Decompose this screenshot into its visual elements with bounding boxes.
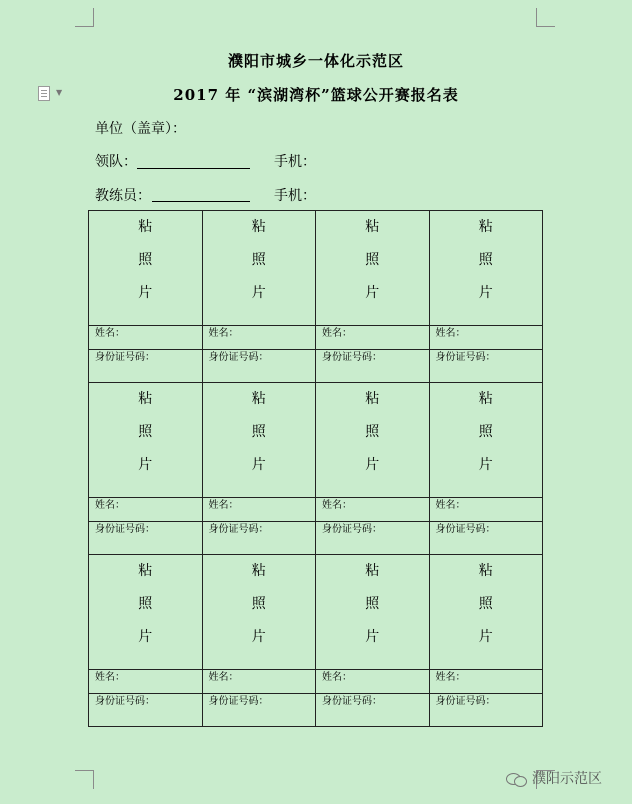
leader-underline — [137, 168, 250, 169]
watermark-text: 濮阳示范区 — [532, 771, 602, 787]
photo-char: 片 — [251, 457, 266, 473]
photo-char: 照 — [251, 424, 266, 440]
photo-char: 粘 — [365, 563, 380, 579]
photo-cell — [89, 555, 203, 670]
photo-char: 片 — [138, 629, 153, 645]
photo-char: 照 — [478, 252, 493, 268]
photo-cell — [316, 383, 430, 498]
id-row — [89, 350, 543, 383]
name-label: 姓名： — [202, 670, 316, 694]
name-row — [89, 498, 543, 522]
photo-char: 粘 — [251, 219, 266, 235]
wechat-icon — [506, 771, 528, 787]
photo-char: 照 — [365, 596, 380, 612]
photo-char: 片 — [478, 285, 493, 301]
photo-char: 片 — [478, 457, 493, 473]
id-number-label: 身份证号码： — [202, 522, 316, 555]
photo-cell — [202, 383, 316, 498]
crop-mark-top-left — [75, 8, 94, 27]
id-number-label: 身份证号码： — [89, 522, 203, 555]
photo-char: 粘 — [365, 219, 380, 235]
photo-char: 片 — [138, 285, 153, 301]
id-number-label: 身份证号码： — [429, 694, 543, 727]
photo-char: 照 — [478, 424, 493, 440]
caret-down-icon[interactable]: ▼ — [56, 88, 63, 97]
photo-char: 照 — [138, 424, 153, 440]
name-label: 姓名： — [202, 326, 316, 350]
photo-char: 粘 — [478, 563, 493, 579]
id-number-label: 身份证号码： — [202, 694, 316, 727]
name-label: 姓名： — [316, 326, 430, 350]
photo-row — [89, 555, 543, 670]
name-label: 姓名： — [89, 326, 203, 350]
photo-char: 粘 — [478, 219, 493, 235]
photo-cell — [429, 211, 543, 326]
id-number-label: 身份证号码： — [89, 694, 203, 727]
id-row — [89, 522, 543, 555]
photo-char: 粘 — [138, 219, 153, 235]
photo-char: 粘 — [138, 563, 153, 579]
name-label: 姓名： — [89, 498, 203, 522]
document-title-line2: 2017 年 “滨湖湾杯”篮球公开赛报名表 — [173, 86, 459, 104]
name-label: 姓名： — [429, 670, 543, 694]
name-label: 姓名： — [316, 670, 430, 694]
photo-char: 照 — [251, 252, 266, 268]
photo-char: 片 — [251, 629, 266, 645]
crop-mark-top-right — [536, 8, 555, 27]
name-row — [89, 326, 543, 350]
document-title-line1: 濮阳市城乡一体化示范区 — [227, 52, 404, 70]
id-number-label: 身份证号码： — [316, 350, 430, 383]
name-label: 姓名： — [202, 498, 316, 522]
photo-char: 片 — [365, 285, 380, 301]
photo-char: 粘 — [138, 391, 153, 407]
unit-label: 单位（盖章）： — [95, 121, 186, 137]
name-label: 姓名： — [89, 670, 203, 694]
id-number-label: 身份证号码： — [429, 522, 543, 555]
leader-label: 领队： — [95, 154, 137, 170]
photo-char: 粘 — [251, 563, 266, 579]
photo-row — [89, 383, 543, 498]
id-number-label: 身份证号码： — [316, 522, 430, 555]
photo-cell — [316, 555, 430, 670]
photo-char: 照 — [365, 252, 380, 268]
photo-char: 照 — [251, 596, 266, 612]
name-row — [89, 670, 543, 694]
name-label: 姓名： — [429, 326, 543, 350]
id-number-label: 身份证号码： — [429, 350, 543, 383]
id-number-label: 身份证号码： — [89, 350, 203, 383]
photo-cell — [202, 555, 316, 670]
photo-char: 照 — [138, 252, 153, 268]
leader-phone-label: 手机： — [274, 154, 316, 170]
registration-grid — [88, 210, 543, 727]
coach-label: 教练员： — [95, 188, 151, 204]
photo-row — [89, 211, 543, 326]
photo-cell — [316, 211, 430, 326]
photo-char: 片 — [138, 457, 153, 473]
id-row — [89, 694, 543, 727]
photo-cell — [429, 383, 543, 498]
photo-cell — [89, 383, 203, 498]
photo-char: 照 — [365, 424, 380, 440]
photo-char: 片 — [478, 629, 493, 645]
id-number-label: 身份证号码： — [202, 350, 316, 383]
name-label: 姓名： — [429, 498, 543, 522]
photo-char: 片 — [251, 285, 266, 301]
photo-char: 粘 — [251, 391, 266, 407]
photo-cell — [89, 211, 203, 326]
coach-phone-label: 手机： — [274, 188, 316, 204]
photo-char: 片 — [365, 629, 380, 645]
watermark — [506, 768, 602, 788]
id-number-label: 身份证号码： — [316, 694, 430, 727]
photo-char: 粘 — [478, 391, 493, 407]
photo-char: 片 — [365, 457, 380, 473]
photo-char: 照 — [478, 596, 493, 612]
crop-mark-bottom-left — [75, 770, 94, 789]
photo-char: 粘 — [365, 391, 380, 407]
photo-cell — [429, 555, 543, 670]
photo-cell — [202, 211, 316, 326]
photo-char: 照 — [138, 596, 153, 612]
name-label: 姓名： — [316, 498, 430, 522]
coach-underline — [152, 201, 250, 202]
